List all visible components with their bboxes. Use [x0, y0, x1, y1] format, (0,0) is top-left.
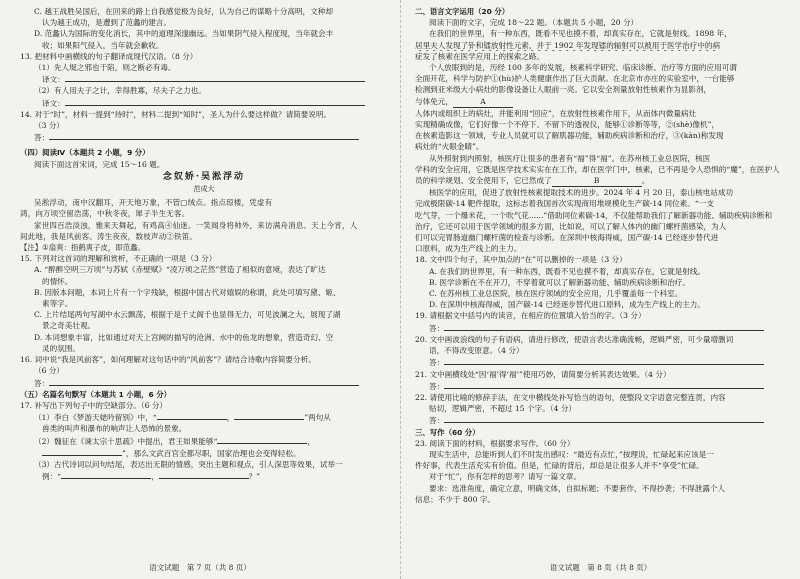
section-writing: 三、写作（60 分）	[415, 427, 480, 437]
requirements-line-2: 信息；不少于 800 字。	[415, 494, 496, 504]
answer-line[interactable]	[444, 380, 764, 389]
answer-line[interactable]	[65, 73, 365, 82]
blank-a[interactable]: A	[453, 96, 513, 108]
q17-item-2: （2）魏征在《谏太宗十思疏》中提出，君王如果能够“ ，	[34, 436, 315, 446]
q17-item-3-cont: 例：“ ， ？”	[42, 472, 261, 482]
q18-option-b: B. 医学诊断在不在开刀，不穿着就可以了解新器功能、辅助疾病诊断和治疗。	[429, 277, 690, 287]
para3-line-3: 员的科学规划、安全使用下，它已然成了 B 。	[415, 175, 784, 187]
q18-stem: 18. 文中四个句子，其中加点的“在”可以删掉的一项是（3 分）	[415, 255, 627, 265]
q17-item-2-cont: ”，那么文武百官全都尽职，国家治理也会变得轻松。	[20, 447, 388, 459]
q12-option-c-cont: 认为越王成功，是遭到了范蠡的建言。	[42, 18, 172, 28]
fill-blank[interactable]	[234, 411, 304, 420]
right-page	[400, 0, 800, 579]
answer-line[interactable]	[444, 356, 764, 365]
requirements-line-1: 要求：选准角度，确定立意，明确文体，自拟标题；不要套作，不得抄袭；不得泄露个人	[429, 483, 726, 493]
q18-option-d: D. 在深圳中核海得威，国产碳-14 已经逐步替代进口原料，成为生产线上的主力。	[429, 300, 705, 310]
poem-title: 念奴娇·吴淞浮动	[162, 171, 246, 182]
poem-line-1: 吴淞浮动，南中汉翻耳，开天地万象，不管▢绒点。指点琼楼，凭虚有	[34, 198, 273, 208]
para4-line-5: 们可以完胃肠道幽门螺杆菌的检查与诊断。在深圳中核海得威，国产碳-14 已经逐步替代进	[415, 233, 719, 243]
q22-answer: 答：	[415, 414, 784, 426]
q12-option-d-cont: 收；如果阳气侵入，当年就会歉收。	[42, 40, 164, 50]
section-dictation: （五）名篇名句默写（本题共 1 小题，6 分）	[20, 389, 172, 399]
q23-stem: 23. 阅读下面的材料，根据要求写作。（60 分）	[415, 438, 575, 448]
q19-stem: 19. 请根据文中括号内的读音，在相应的位置填入恰当的字。（3 分）	[415, 311, 646, 321]
q13-sentence-2: （2）有人用夫子之计，幸得胜寡，尽夫子之力也。	[34, 86, 206, 96]
material-line-2: 件好事，代表生活充实有价值。但是，忙碌的背后，却总是让很多人并不“享受”忙碌。	[415, 461, 704, 471]
q21-stem: 21. 文中画横线处“因‘福’得‘福’”使用巧妙，请简要分析其表达效果。（4 分）	[415, 369, 671, 379]
q18-option-c: C. 在苏州核工业总医院，核在医疗领域的安全应用，几乎覆盖每一个科室。	[429, 289, 683, 299]
para1-line-1: 在我们的世界里，有一种东西，既看不见也摸不着，却真实存在，它就是射线。1898 年，	[429, 29, 732, 39]
q13-sentence-1: （1）先人埏之邪也于陷，则之断必有毒。	[34, 63, 176, 73]
q15-option-b: B. 因版本问题，本词上片有一个字残缺，根据中国古代对嬉娱的称谓，此处可填写黛、姬、	[34, 287, 341, 297]
fill-blank[interactable]	[61, 470, 151, 479]
poem-line-2: 鸿，向万顷空留浩荡，中秋冬夜，犀子半生无客。	[20, 209, 190, 219]
blank-b[interactable]: B	[552, 175, 642, 187]
answer-line[interactable]	[444, 414, 764, 423]
para3-line-2: 学科的安全应用，它既是医学技术实实在在工作，却在医学门中，核素，已不再是令人恐惧的“魔”，在医护人	[415, 164, 780, 174]
q17-item-1-cont: 兽类的叫声和瀑布的响声让人恐怖的景象。	[42, 424, 187, 434]
para2-line-2: 全面开花，科学与防护①(hù)护人类健康作出了巨大贡献。在北京市亦庄的实验室中，一台能够	[415, 74, 735, 84]
q17-item-3: （3）古代诗词以问句结尾，表达出无限的情感，突出主题和观点，引人深思等效果，试举一	[34, 459, 343, 469]
q15-option-d: D. 本词想象丰富，比如通过对天上宫阙的描写的沧洲、水中的鱼龙的想象，营造奇幻、空	[34, 332, 334, 342]
fill-blank[interactable]	[42, 447, 122, 456]
q15-stem: 15. 下列对这首词的理解和赏析，不正确的一项是（3 分）	[20, 254, 217, 264]
para4-line-2: 完成极限碳-14 靶件提取，这标志着我国首次实现商用堆规模化生产碳-14 同位素。“一支	[415, 199, 714, 209]
q18-option-a: A. 在我们的世界里，有一种东西，既看不见也摸不着，却真实存在，它就是射线。	[429, 266, 706, 276]
q16-score: （6 分）	[34, 366, 65, 376]
para2-line-7: 在核素造影这一领域，专业人员就可以了解肌器功能，辅助疾病诊断和治疗，③(kàn)称发现	[415, 131, 724, 141]
para4-line-6: 口原料，成为生产线上的主力。	[415, 244, 522, 254]
q12-option-c: C. 越王战胜吴国后，在回来的路上自我感觉极为良好，认为自己的谋略十分高明，文种却	[34, 7, 333, 16]
q16-stem: 16. 词中说“我是风前客”，如何理解对这句话中的“风前客”？请结合诗歌内容简要分析。	[20, 355, 316, 365]
q16-answer: 答：	[20, 377, 388, 389]
para1-line-2: 居里夫人发现了钋和镭放射性元素，并于 1902 年发现镭的辐射可以被用于医学治疗中的病	[415, 40, 721, 50]
q20-stem: 20. 文中画波浪线的句子有语病，请进行修改，使语言表达准确流畅，逻辑严密，可少量增删词	[415, 334, 734, 344]
q14-answer: 答：	[20, 131, 388, 143]
fill-blank[interactable]	[159, 470, 249, 479]
para2-line-4: 与体免元， A	[415, 96, 784, 108]
q15-option-a: A. “醉醉空明三万顷”与苏轼《赤壁赋》“凌万顷之茫然”营造了相似的意境，表达了旷达	[34, 265, 326, 275]
q15-option-d-cont: 灵的氛围。	[42, 343, 80, 353]
q15-option-b-cont: 素等字。	[42, 299, 73, 309]
q22-stem: 22. 请使用比喻的修辞手法，在文中横线处补写恰当的语句，使整段文字语意完整连贯，内容	[415, 392, 726, 402]
para2-line-5: 人体内或组织上的病灶，并能利用“回应”，在放射性核素作用下，从而体内微量病灶	[415, 108, 697, 118]
material-line-3: 对于“忙”，你有怎样的思考？请写一篇文章。	[429, 472, 582, 482]
q13-translation-2: 译文：	[20, 97, 388, 109]
para3-line-1: 从外照射到内照射，核医疗让很多的患者有“福”得“福”。在苏州核工业总医院，核医	[429, 153, 711, 163]
poem-line-4: 间此地，我是风前客。涛生夜夜，数枝声动②铁笛。	[20, 231, 198, 241]
answer-line[interactable]	[49, 377, 359, 386]
material-line-1: 现实生活中，总能听到人们不时发出感叹：“最近有点忙，”按理说，忙碌起来应该是一	[429, 449, 714, 459]
q20-stem-cont: 语，不得改变原意。（4 分）	[429, 346, 524, 356]
poem-instruction: 阅读下面这首宋词，完成 15～16 题。	[34, 159, 165, 169]
answer-line[interactable]	[65, 97, 365, 106]
fill-blank[interactable]	[217, 435, 307, 444]
para2-line-3: 检测到亚米级大小病灶的影像设备让人眼前一亮。它以安全剂量放射性核素作为显影剂，	[415, 85, 712, 95]
answer-line[interactable]	[444, 322, 764, 331]
q21-answer: 答：	[415, 380, 784, 392]
q15-option-a-cont: 的情怀。	[42, 276, 73, 286]
q13-translation-1: 译文：	[20, 73, 388, 85]
q14-score: （3 分）	[34, 121, 65, 131]
q13-stem: 13. 把材料中画横线的句子翻译成现代汉语。（8 分）	[20, 51, 198, 61]
answer-line[interactable]	[49, 131, 359, 140]
para4-line-3: 吃气芽，一个爆米花，一个吹气花......”借助同位素碳-14，不仅能帮助我们了解新器功能、辅助疾病诊断和	[415, 210, 773, 220]
q19-answer: 答：	[415, 322, 784, 334]
right-footer: 语文试题 第 8 页（共 8 页）	[549, 562, 652, 572]
fill-blank[interactable]	[157, 411, 227, 420]
section-reading-4: （四）阅读Ⅳ（本题共 2 小题，9 分）	[20, 148, 150, 158]
poem-author: 范成大	[193, 185, 215, 194]
poem-note: 【注】①扇爽：指鹤爽子皮，即范蠡。	[20, 243, 145, 253]
para2-line-6: 实现精确成像，它们好像一个不停下、不留下的透视仪，能够①诊断等等，②(shè)像机”，	[415, 120, 720, 130]
q22-stem-cont: 贴切，逻辑严密，不超过 15 个字。（4 分）	[429, 404, 577, 414]
para2-line-1: 个人放眼到的是，历经 100 多年的发展，核素科学研究、临床诊断、治疗等方面的应用可谓	[429, 63, 737, 73]
q15-option-c: C. 上片结尾两句写湖中水云飘荡，根据于是千丈阁千也显得无力，可见波澜之大，展现了湖	[34, 310, 341, 320]
para4-line-4: 治疗，它还可以用于医学领域的很多方面，比如说，可以了解人体内的幽门螺杆菌感染，为人	[415, 221, 727, 231]
q17-item-1: （1）李白《梦游天姥吟留别》中，“ ， ”两句从	[34, 413, 331, 423]
q20-answer: 答：	[415, 356, 784, 368]
poem-line-3: 家世四百浩淡浊，雅来天舞起，有鸡高④仙迷。一笑闻身将帅外，来访满舟消息。天上今宵，人	[34, 220, 358, 230]
para1-line-3: 症发了核素在医学应用上的探索之路。	[415, 51, 545, 61]
section2-intro: 阅读下面的文字，完成 18～22 题。（本题共 5 小题，20 分）	[429, 18, 639, 28]
left-footer: 语文试题 第 7 页（共 8 页）	[149, 562, 251, 572]
q15-option-c-cont: 景之奇美壮观。	[42, 321, 96, 331]
para4-line-1: 核医学的应用，促进了放射性核素提取技术的进步。2024 年 4 月 20 日，泰山核电站成功	[429, 188, 734, 198]
q12-option-d: D. 范蠡认为国际的变化消长，其中的道理深邃幽远。当如果阴气侵入程度现，当年就会丰	[34, 29, 334, 39]
q17-stem: 17. 补写出下列句子中的空缺部分。（6 分）	[20, 400, 168, 410]
para2-line-8: 病灶的“火眼金睛”。	[415, 142, 484, 152]
section-language-use: 二、语言文字运用（20 分）	[415, 7, 510, 16]
q14-stem: 14. 对于“时”，材料一提到“待时”，材料二提到“知时”，圣人为什么要这样做？请简要说明。	[20, 109, 332, 119]
